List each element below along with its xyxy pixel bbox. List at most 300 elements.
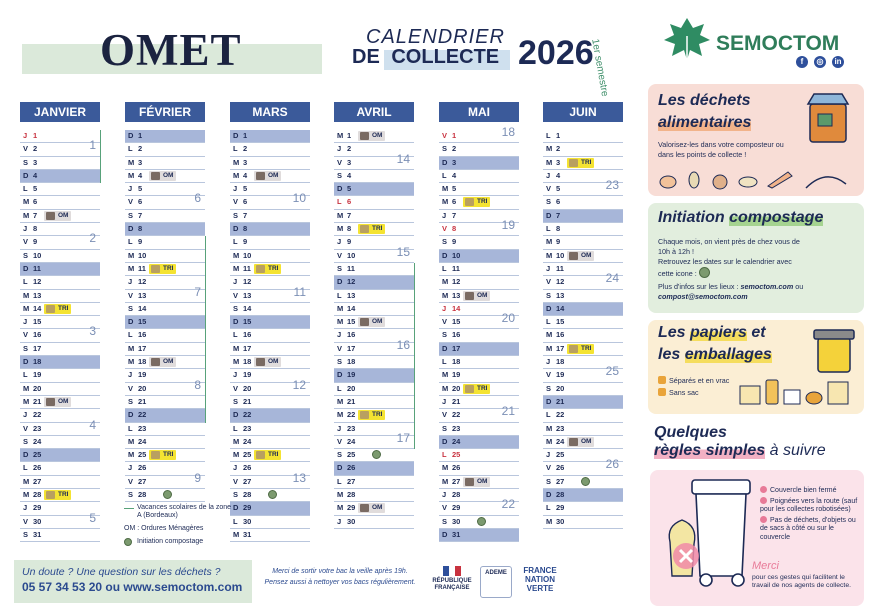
day-number: 7 xyxy=(243,210,248,220)
day-row[interactable] xyxy=(20,436,100,449)
day-row[interactable] xyxy=(125,276,205,289)
day-number: 26 xyxy=(33,463,42,473)
day-row[interactable] xyxy=(125,343,205,356)
day-number: 3 xyxy=(33,157,38,167)
month-header: FÉVRIER xyxy=(125,102,205,122)
day-row[interactable] xyxy=(20,510,100,529)
day-row[interactable] xyxy=(20,138,100,156)
day-row[interactable] xyxy=(334,502,414,515)
weekday-letter: J xyxy=(442,490,447,500)
day-row[interactable] xyxy=(125,236,205,249)
day-number: 18 xyxy=(347,357,356,367)
weekday-letter: D xyxy=(442,343,448,353)
day-row[interactable] xyxy=(125,409,205,422)
day-number: 30 xyxy=(243,516,252,526)
day-row[interactable] xyxy=(543,343,623,356)
day-row[interactable] xyxy=(334,130,414,143)
day-row[interactable] xyxy=(543,210,623,223)
day-row[interactable] xyxy=(334,290,414,303)
collection-tri-tag xyxy=(463,197,490,207)
day-row[interactable] xyxy=(20,170,100,183)
weekday-letter: S xyxy=(128,490,134,500)
collection-label: OM xyxy=(268,171,279,179)
week-number: 24 xyxy=(605,271,619,286)
weekday-letter: V xyxy=(233,383,239,393)
weekday-letter: V xyxy=(546,370,552,380)
day-row[interactable] xyxy=(543,178,623,196)
collection-label: OM xyxy=(372,318,383,326)
day-row[interactable] xyxy=(230,130,310,143)
day-row[interactable] xyxy=(230,316,310,329)
day-row[interactable] xyxy=(230,329,310,342)
day-row[interactable] xyxy=(439,383,519,396)
day-number: 13 xyxy=(452,290,461,300)
collection-label: OM xyxy=(477,477,488,485)
day-row[interactable] xyxy=(543,236,623,249)
weekday-letter: D xyxy=(23,450,29,460)
day-number: 3 xyxy=(138,157,143,167)
collection-om-tag xyxy=(567,437,594,447)
weekday-letter: L xyxy=(233,237,238,247)
day-row[interactable] xyxy=(334,303,414,316)
day-row[interactable] xyxy=(334,263,414,276)
day-row[interactable] xyxy=(230,489,310,502)
day-row[interactable] xyxy=(334,183,414,196)
day-row[interactable] xyxy=(20,396,100,409)
day-row[interactable] xyxy=(543,196,623,209)
day-row[interactable] xyxy=(439,290,519,303)
day-row[interactable] xyxy=(543,223,623,236)
weekday-letter: M xyxy=(337,490,344,500)
paper-check-2: Sans sac xyxy=(658,388,699,398)
weekday-letter: D xyxy=(233,317,239,327)
collection-label: TRI xyxy=(581,344,592,352)
contact-details[interactable]: 05 57 34 53 20 ou www.semoctom.com xyxy=(22,580,243,594)
day-row[interactable] xyxy=(543,502,623,515)
day-row[interactable] xyxy=(230,250,310,263)
collection-label: OM xyxy=(163,171,174,179)
day-row[interactable] xyxy=(20,290,100,303)
day-row[interactable] xyxy=(125,329,205,342)
day-row[interactable] xyxy=(334,210,414,223)
day-row[interactable] xyxy=(439,356,519,369)
day-row[interactable] xyxy=(125,377,205,396)
weekday-letter: S xyxy=(128,396,134,406)
month-6 xyxy=(543,102,623,529)
day-row[interactable] xyxy=(543,423,623,436)
day-row[interactable] xyxy=(125,489,205,502)
week-number: 1 xyxy=(89,138,96,153)
day-number: 2 xyxy=(33,144,38,154)
day-row[interactable] xyxy=(125,263,205,276)
day-row[interactable] xyxy=(334,476,414,489)
weekday-letter: M xyxy=(442,290,449,300)
day-row[interactable] xyxy=(439,436,519,449)
legend-compost: Initiation compostage xyxy=(124,538,234,546)
ademe-logo: ADEME xyxy=(480,566,512,598)
weekday-letter: D xyxy=(233,131,239,140)
day-row[interactable] xyxy=(20,356,100,369)
day-row[interactable] xyxy=(439,329,519,342)
day-number: 10 xyxy=(243,250,252,260)
weekday-letter: D xyxy=(546,210,552,220)
day-row[interactable] xyxy=(439,369,519,382)
day-number: 21 xyxy=(347,396,356,406)
day-row[interactable] xyxy=(334,244,414,263)
weekday-letter: V xyxy=(442,224,448,234)
day-row[interactable] xyxy=(230,263,310,276)
month-header: JUIN xyxy=(543,102,623,122)
day-row[interactable] xyxy=(230,470,310,489)
day-row[interactable] xyxy=(543,409,623,422)
weekday-letter: L xyxy=(128,423,133,433)
day-row[interactable] xyxy=(334,196,414,209)
day-row[interactable] xyxy=(439,276,519,289)
day-row[interactable] xyxy=(125,284,205,303)
day-row[interactable] xyxy=(230,284,310,303)
day-row[interactable] xyxy=(125,470,205,489)
compost-site-link[interactable]: semoctom.com xyxy=(740,282,794,291)
day-number: 10 xyxy=(452,250,461,260)
day-number: 6 xyxy=(556,197,561,207)
weekday-letter: M xyxy=(442,197,449,207)
day-row[interactable] xyxy=(230,157,310,170)
day-row[interactable] xyxy=(230,516,310,529)
bin-icon xyxy=(465,292,474,300)
collection-label: OM xyxy=(372,132,383,139)
weekday-letter: V xyxy=(442,410,448,420)
day-row[interactable] xyxy=(230,191,310,209)
day-row[interactable] xyxy=(125,303,205,316)
day-row[interactable] xyxy=(20,383,100,396)
day-number: 24 xyxy=(138,436,147,446)
day-row[interactable] xyxy=(20,316,100,329)
day-row[interactable] xyxy=(543,489,623,502)
day-row[interactable] xyxy=(125,396,205,409)
day-row[interactable] xyxy=(20,157,100,170)
day-row[interactable] xyxy=(20,502,100,515)
day-number: 15 xyxy=(138,317,147,327)
day-row[interactable] xyxy=(543,329,623,342)
day-row[interactable] xyxy=(20,417,100,436)
weekday-letter: V xyxy=(233,197,239,207)
day-row[interactable] xyxy=(439,236,519,249)
day-number: 31 xyxy=(243,529,252,539)
day-number: 30 xyxy=(33,516,42,526)
week-number: 3 xyxy=(89,324,96,339)
day-row[interactable] xyxy=(125,130,205,143)
weekday-letter: M xyxy=(233,157,240,167)
day-row[interactable] xyxy=(543,290,623,303)
day-row[interactable] xyxy=(20,343,100,356)
day-row[interactable] xyxy=(439,529,519,542)
day-number: 23 xyxy=(452,423,461,433)
day-row[interactable] xyxy=(334,430,414,449)
day-number: 11 xyxy=(452,263,460,273)
day-row[interactable] xyxy=(543,250,623,263)
day-row[interactable] xyxy=(439,423,519,436)
day-number: 24 xyxy=(243,436,252,446)
calendar-title-prefix: DE xyxy=(352,46,380,68)
day-row[interactable] xyxy=(125,369,205,382)
day-number: 6 xyxy=(452,197,457,207)
weekday-letter: V xyxy=(337,343,343,353)
day-row[interactable] xyxy=(125,183,205,196)
day-row[interactable] xyxy=(125,223,205,236)
day-number: 2 xyxy=(556,144,561,154)
day-row[interactable] xyxy=(125,191,205,209)
day-number: 9 xyxy=(556,237,561,247)
day-number: 27 xyxy=(556,476,565,486)
day-row[interactable] xyxy=(543,303,623,316)
day-row[interactable] xyxy=(439,462,519,475)
rule-item-2: Poignées vers la route (sauf pour les collectes robotisées) xyxy=(760,497,858,514)
day-row[interactable] xyxy=(334,449,414,462)
day-row[interactable] xyxy=(20,303,100,316)
day-row[interactable] xyxy=(543,271,623,289)
day-row[interactable] xyxy=(543,436,623,449)
day-row[interactable] xyxy=(230,449,310,462)
day-number: 15 xyxy=(243,317,252,327)
day-row[interactable] xyxy=(230,529,310,542)
day-row[interactable] xyxy=(230,502,310,515)
day-number: 16 xyxy=(243,330,252,340)
day-row[interactable] xyxy=(125,423,205,436)
day-row[interactable] xyxy=(543,316,623,329)
day-row[interactable] xyxy=(543,457,623,475)
day-row[interactable] xyxy=(20,196,100,209)
day-row[interactable] xyxy=(20,183,100,196)
day-row[interactable] xyxy=(125,436,205,449)
day-row[interactable] xyxy=(125,356,205,369)
day-row[interactable] xyxy=(230,170,310,183)
day-row[interactable] xyxy=(439,263,519,276)
instagram-icon[interactable]: ◎ xyxy=(814,56,826,68)
day-row[interactable] xyxy=(543,476,623,489)
weekday-letter: J xyxy=(233,463,238,473)
day-row[interactable] xyxy=(439,218,519,236)
day-row[interactable] xyxy=(334,337,414,356)
day-row[interactable] xyxy=(230,343,310,356)
day-row[interactable] xyxy=(20,231,100,249)
bin-icon xyxy=(151,265,160,273)
day-number: 13 xyxy=(138,290,147,300)
day-row[interactable] xyxy=(230,223,310,236)
compost-email-link[interactable]: compost@semoctom.com xyxy=(658,292,748,301)
weekday-letter: D xyxy=(128,224,134,234)
day-row[interactable] xyxy=(439,196,519,209)
day-row[interactable] xyxy=(543,516,623,529)
day-row[interactable] xyxy=(20,409,100,422)
calendar-title-line2 xyxy=(352,46,499,69)
day-number: 5 xyxy=(138,184,143,194)
weekday-letter: M xyxy=(23,197,30,207)
collection-label: OM xyxy=(58,211,69,219)
legend-om: OM : Ordures Ménagères xyxy=(124,525,204,532)
day-row[interactable] xyxy=(230,423,310,436)
weekday-letter: M xyxy=(442,476,449,486)
collection-label: TRI xyxy=(477,384,488,392)
facebook-icon[interactable]: f xyxy=(796,56,808,68)
day-row[interactable] xyxy=(230,303,310,316)
day-row[interactable] xyxy=(543,396,623,409)
day-row[interactable] xyxy=(334,316,414,329)
day-row[interactable] xyxy=(334,396,414,409)
day-row[interactable] xyxy=(439,250,519,263)
weekday-letter: D xyxy=(442,250,448,260)
weekday-letter: J xyxy=(128,370,133,380)
collection-label: OM xyxy=(477,291,488,299)
day-row[interactable] xyxy=(230,436,310,449)
day-row[interactable] xyxy=(439,497,519,515)
day-row[interactable] xyxy=(20,223,100,236)
day-row[interactable] xyxy=(439,311,519,329)
day-number: 29 xyxy=(347,503,356,513)
day-row[interactable] xyxy=(20,462,100,475)
day-row[interactable] xyxy=(230,409,310,422)
day-number: 14 xyxy=(243,303,252,313)
day-row[interactable] xyxy=(334,489,414,502)
weekday-letter: M xyxy=(337,317,344,327)
day-row[interactable] xyxy=(125,170,205,183)
day-row[interactable] xyxy=(334,383,414,396)
day-number: 10 xyxy=(138,250,147,260)
week-number: 4 xyxy=(89,417,96,432)
collection-label: TRI xyxy=(58,304,69,312)
weekday-letter: M xyxy=(546,157,553,167)
day-row[interactable] xyxy=(439,476,519,489)
weekday-letter: S xyxy=(23,436,29,446)
day-row[interactable] xyxy=(230,210,310,223)
day-number: 6 xyxy=(138,197,143,207)
day-row[interactable] xyxy=(125,157,205,170)
day-row[interactable] xyxy=(334,356,414,369)
day-row[interactable] xyxy=(543,143,623,156)
week-number: 12 xyxy=(292,377,306,392)
weekday-letter: M xyxy=(546,237,553,247)
day-row[interactable] xyxy=(125,449,205,462)
day-row[interactable] xyxy=(543,364,623,382)
collection-om-tag xyxy=(358,131,385,141)
day-row[interactable] xyxy=(439,516,519,529)
semoctom-leaf-icon xyxy=(662,16,712,62)
weekday-letter: M xyxy=(23,290,30,300)
day-number: 3 xyxy=(347,157,352,167)
day-row[interactable] xyxy=(439,404,519,422)
day-row[interactable] xyxy=(334,223,414,236)
day-number: 10 xyxy=(347,250,356,260)
day-number: 29 xyxy=(556,503,565,513)
weekday-letter: V xyxy=(128,197,134,207)
day-number: 20 xyxy=(33,383,42,393)
day-row[interactable] xyxy=(20,324,100,342)
weekday-letter: L xyxy=(128,330,133,340)
day-row[interactable] xyxy=(334,151,414,170)
day-row[interactable] xyxy=(230,396,310,409)
weekday-letter: S xyxy=(442,330,448,340)
weekday-letter: S xyxy=(233,396,239,406)
day-row[interactable] xyxy=(334,369,414,382)
day-number: 27 xyxy=(243,476,252,486)
day-row[interactable] xyxy=(230,377,310,396)
day-row[interactable] xyxy=(439,157,519,170)
weekday-letter: S xyxy=(128,210,134,220)
day-row[interactable] xyxy=(20,489,100,502)
day-number: 22 xyxy=(556,410,565,420)
day-row[interactable] xyxy=(20,476,100,489)
day-row[interactable] xyxy=(439,143,519,156)
weekday-letter: V xyxy=(546,184,552,194)
weekday-letter: S xyxy=(233,303,239,313)
day-number: 5 xyxy=(452,184,457,194)
day-number: 9 xyxy=(347,237,352,247)
check-icon xyxy=(760,486,767,493)
day-row[interactable] xyxy=(334,409,414,422)
day-number: 16 xyxy=(556,330,565,340)
linkedin-icon[interactable]: in xyxy=(832,56,844,68)
day-row[interactable] xyxy=(20,130,100,143)
day-row[interactable] xyxy=(20,210,100,223)
day-row[interactable] xyxy=(439,449,519,462)
day-number: 20 xyxy=(243,383,252,393)
day-number: 17 xyxy=(556,343,565,353)
bin-notice: Merci de sortir votre bac la veille après 19h. Pensez aussi à nettoyer vos bacs régulièrement. xyxy=(264,568,416,586)
day-row[interactable] xyxy=(543,383,623,396)
day-row[interactable] xyxy=(230,356,310,369)
weekday-letter: J xyxy=(546,263,551,273)
day-row[interactable] xyxy=(230,236,310,249)
weekday-letter: M xyxy=(546,343,553,353)
day-number: 8 xyxy=(243,224,248,234)
weekday-letter: S xyxy=(546,383,552,393)
day-row[interactable] xyxy=(125,462,205,475)
day-row[interactable] xyxy=(439,125,519,143)
day-row[interactable] xyxy=(20,529,100,542)
day-row[interactable] xyxy=(20,369,100,382)
weekday-letter: S xyxy=(23,250,29,260)
day-row[interactable] xyxy=(334,516,414,529)
collection-om-tag xyxy=(149,357,176,367)
day-row[interactable] xyxy=(230,143,310,156)
month-header: MAI xyxy=(439,102,519,122)
day-row[interactable] xyxy=(543,157,623,170)
thanks-text: pour ces gestes qui facilitent le travail de nos agents de collecte. xyxy=(752,574,851,590)
day-row[interactable] xyxy=(439,170,519,183)
day-row[interactable] xyxy=(20,276,100,289)
day-row[interactable] xyxy=(20,449,100,462)
weekday-letter: M xyxy=(128,170,135,180)
day-row[interactable] xyxy=(334,276,414,289)
republique-logo: RÉPUBLIQUE FRANÇAISE xyxy=(430,566,474,592)
day-row[interactable] xyxy=(125,210,205,223)
day-number: 14 xyxy=(138,303,147,313)
day-row[interactable] xyxy=(334,462,414,475)
day-row[interactable] xyxy=(20,250,100,263)
day-row[interactable] xyxy=(125,316,205,329)
day-row[interactable] xyxy=(543,130,623,143)
weekday-letter: M xyxy=(128,263,135,273)
day-row[interactable] xyxy=(125,250,205,263)
day-row[interactable] xyxy=(439,343,519,356)
day-number: 4 xyxy=(243,170,248,180)
weekday-letter: S xyxy=(337,450,343,460)
day-list xyxy=(230,130,310,542)
weekday-letter: S xyxy=(337,170,343,180)
day-row[interactable] xyxy=(334,170,414,183)
day-row[interactable] xyxy=(125,143,205,156)
day-row[interactable] xyxy=(20,263,100,276)
day-row[interactable] xyxy=(439,183,519,196)
